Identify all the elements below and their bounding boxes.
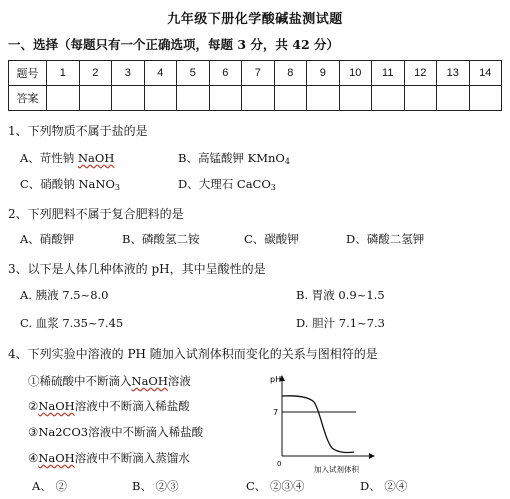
question-3-option-d: D. 胆汁 7.1~7.3 bbox=[296, 316, 385, 330]
question-2-option-c: C、碳酸钾 bbox=[244, 232, 299, 246]
question-1-option-d bbox=[178, 176, 276, 192]
question-number: 10 bbox=[339, 61, 372, 86]
question-number: 11 bbox=[372, 61, 405, 86]
formula-subscript: 3 bbox=[114, 183, 120, 192]
item-number: ② bbox=[28, 399, 39, 413]
formula: NaOH bbox=[38, 399, 75, 413]
answer-table bbox=[8, 60, 502, 111]
answer-cell[interactable] bbox=[144, 86, 177, 111]
answer-cell[interactable] bbox=[112, 86, 145, 111]
question-number: 2 bbox=[79, 61, 112, 86]
answer-cell[interactable] bbox=[469, 86, 502, 111]
question-2-stem: 2、下列肥料不属于复合肥料的是 bbox=[8, 207, 184, 221]
x-axis-label: 加入试剂体积 bbox=[314, 465, 359, 474]
formula: KMnO bbox=[247, 151, 285, 165]
question-1-option-c bbox=[20, 176, 120, 192]
question-2-option-a: A、硝酸钾 bbox=[20, 232, 75, 246]
question-4-option-a: A、 ② bbox=[32, 479, 67, 493]
question-number: 13 bbox=[437, 61, 470, 86]
question-2-option-d: D、磷酸二氢钾 bbox=[346, 232, 425, 246]
answer-table-number-row bbox=[9, 61, 502, 86]
question-number: 1 bbox=[47, 61, 80, 86]
question-4-option-b: B、 ②③ bbox=[132, 479, 179, 493]
section-heading: 一、选择（每题只有一个正确选项，每题 3 分，共 42 分） bbox=[8, 37, 340, 52]
question-number: 12 bbox=[404, 61, 437, 86]
page-title: 九年级下册化学酸碱盐测试题 bbox=[167, 12, 343, 27]
answer-cell[interactable] bbox=[437, 86, 470, 111]
question-4-option-c: C、 ②③④ bbox=[246, 479, 305, 493]
formula: NaNO bbox=[78, 177, 115, 191]
answer-cell[interactable] bbox=[404, 86, 437, 111]
answer-cell[interactable] bbox=[339, 86, 372, 111]
question-4-option-d: D、 ②④ bbox=[360, 479, 408, 493]
question-4-item-3 bbox=[28, 424, 203, 440]
formula: NaOH bbox=[77, 151, 115, 165]
row-label: 答案 bbox=[9, 86, 47, 111]
question-number: 9 bbox=[307, 61, 340, 86]
question-number: 6 bbox=[209, 61, 242, 86]
item-text: 稀硫酸中不断滴入 bbox=[39, 374, 132, 388]
answer-cell[interactable] bbox=[209, 86, 242, 111]
answer-cell[interactable] bbox=[79, 86, 112, 111]
item-number: ③ bbox=[28, 425, 39, 439]
row-label: 题号 bbox=[9, 61, 47, 86]
formula: NaOH bbox=[38, 451, 75, 465]
question-number: 8 bbox=[274, 61, 307, 86]
item-text: 溶液 bbox=[167, 374, 191, 388]
item-text: 溶液中不断滴入蒸馏水 bbox=[74, 451, 190, 465]
question-1-option-b bbox=[178, 150, 290, 166]
question-number: 5 bbox=[177, 61, 210, 86]
ph-curve bbox=[282, 396, 354, 453]
answer-cell[interactable] bbox=[177, 86, 210, 111]
question-4-item-1 bbox=[28, 373, 191, 389]
option-label: A、苛性钠 bbox=[20, 151, 75, 165]
question-number: 7 bbox=[242, 61, 275, 86]
answer-cell[interactable] bbox=[307, 86, 340, 111]
answer-cell[interactable] bbox=[372, 86, 405, 111]
y-axis-label: pH bbox=[270, 375, 282, 384]
question-3-option-b: B. 胃液 0.9~1.5 bbox=[296, 288, 385, 302]
answer-table-answer-row bbox=[9, 86, 502, 111]
option-label: C、硝酸钠 bbox=[20, 177, 75, 191]
formula: NaOH bbox=[131, 374, 168, 388]
question-4-item-4 bbox=[28, 450, 190, 466]
item-text: 溶液中不断滴入稀盐酸 bbox=[88, 425, 204, 439]
question-number: 4 bbox=[144, 61, 177, 86]
option-label: D、大理石 bbox=[178, 177, 234, 191]
formula-subscript: 4 bbox=[284, 157, 290, 166]
item-number: ① bbox=[28, 374, 40, 388]
question-1-stem: 1、下列物质不属于盐的是 bbox=[8, 124, 148, 138]
option-label: B、高锰酸钾 bbox=[178, 151, 244, 165]
ref-value-label: 7 bbox=[273, 408, 279, 417]
formula: Na2CO3 bbox=[38, 425, 89, 439]
question-2-option-b: B、磷酸氢二铵 bbox=[122, 232, 200, 246]
ph-graph bbox=[262, 368, 378, 476]
formula: CaCO bbox=[236, 177, 271, 191]
question-number: 3 bbox=[112, 61, 145, 86]
question-3-stem: 3、以下是人体几种体液的 pH，其中呈酸性的是 bbox=[8, 262, 266, 276]
question-number: 14 bbox=[469, 61, 502, 86]
origin-label: 0 bbox=[277, 460, 282, 468]
answer-cell[interactable] bbox=[242, 86, 275, 111]
question-3-option-a: A. 胰液 7.5~8.0 bbox=[20, 288, 109, 302]
item-number: ④ bbox=[28, 451, 39, 465]
question-1-option-a bbox=[20, 150, 114, 166]
item-text: 溶液中不断滴入稀盐酸 bbox=[74, 399, 190, 413]
question-3-option-c: C. 血浆 7.35~7.45 bbox=[20, 316, 124, 330]
formula-subscript: 3 bbox=[270, 183, 276, 192]
answer-cell[interactable] bbox=[47, 86, 80, 111]
answer-cell[interactable] bbox=[274, 86, 307, 111]
question-4-item-2 bbox=[28, 398, 190, 414]
question-4-stem: 4、下列实验中溶液的 PH 随加入试剂体积而变化的关系与图相符的是 bbox=[8, 347, 378, 361]
